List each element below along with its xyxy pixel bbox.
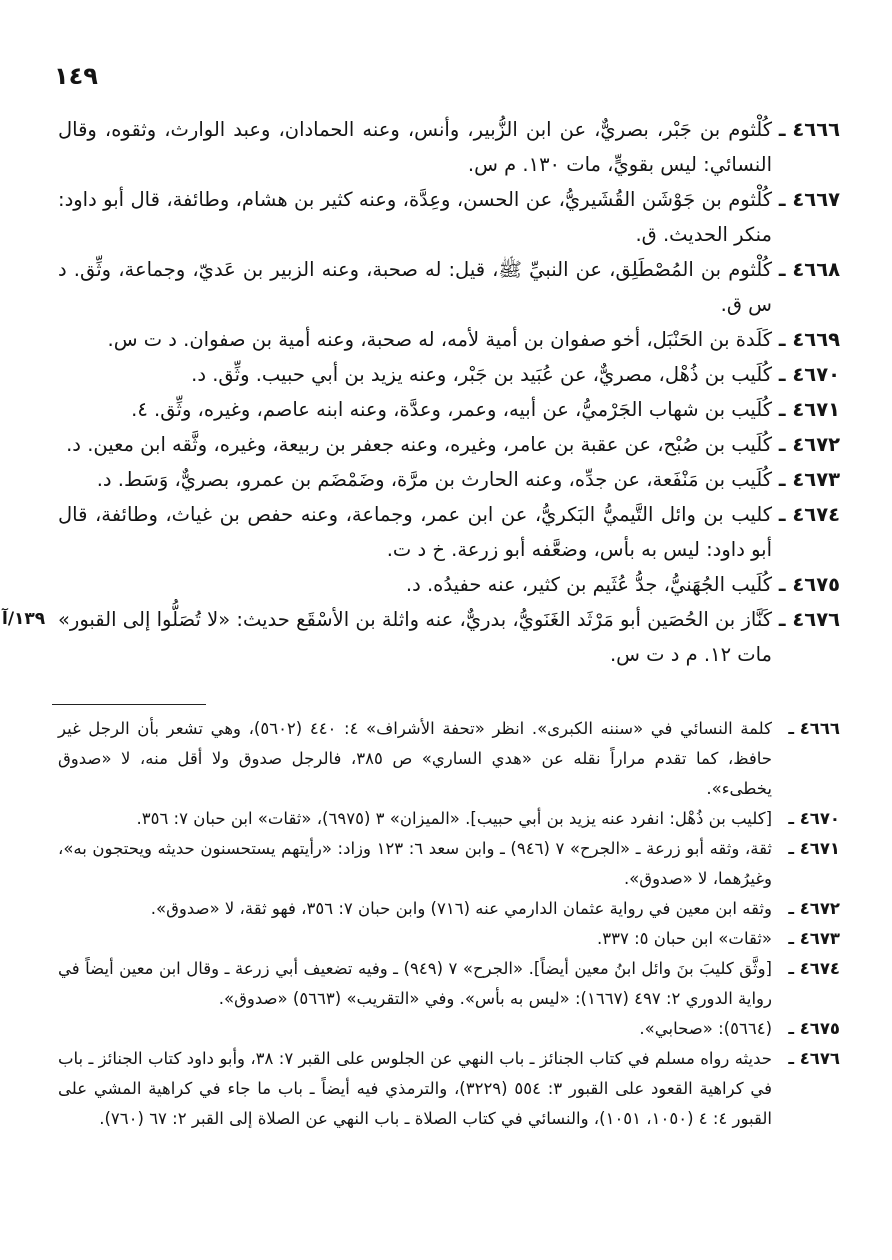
entry-4672	[58, 427, 840, 462]
entry-4669	[58, 322, 840, 357]
footnote-text: (٥٦٦٤): «صحابي».	[639, 1019, 772, 1038]
entry-4666	[58, 112, 840, 182]
entry-number: ٤٦٧٣ ـ	[779, 462, 840, 497]
entry-text: كُلَيب بن شهاب الجَرْميُّ، عن أبيه، وعمر، وعدَّة، وعنه ابنه عاصم، وغيره، وثِّق. ٤.	[131, 398, 772, 421]
footnotes	[58, 714, 840, 1134]
entry-text: كُلَيب الجُهَنيُّ، جدُّ عُثَيم بن كثير، عنه حفيدُه. د.	[405, 573, 772, 596]
footnote-number: ٤٦٧٠ ـ	[788, 804, 840, 834]
footnote-divider	[52, 704, 206, 705]
entry-text: كليب بن وائل التَّيميُّ البَكريُّ، عن ابن عمر، وجماعة، وعنه حفص بن غياث، وطائفة، قال أبو داود: ليس به بأس، وضعَّفه أبو زرعة. خ د ت.	[58, 503, 772, 561]
entry-4675	[58, 567, 840, 602]
footnote	[58, 834, 840, 894]
entry-text: كُلَيب بن صُبْح، عن عقبة بن عامر، وغيره، وعنه جعفر بن ربيعة، وغيره، وثَّقه ابن معين. د.	[66, 433, 772, 456]
entry-text: كُلَيب بن ذُهْل، مصريٌّ، عن عُبَيد بن جَبْر، وعنه يزيد بن أبي حبيب. وثِّق. د.	[191, 363, 772, 386]
entry-number: ٤٦٦٦ ـ	[779, 112, 840, 147]
entry-number: ٤٦٦٧ ـ	[779, 182, 840, 217]
entry-4671	[58, 392, 840, 427]
footnote-number: ٤٦٧٢ ـ	[788, 894, 840, 924]
entry-number: ٤٦٧٢ ـ	[779, 427, 840, 462]
footnote-text: ثقة، وثقه أبو زرعة ـ «الجرح» ٧ (٩٤٦) ـ وابن سعد ٦: ١٢٣ وزاد: «رأيتهم يستحسنون حديثه ويحتجون به»، وغيرُهما، لا «صدوق».	[58, 839, 773, 888]
entry-4670	[58, 357, 840, 392]
entry-number: ٤٦٧٦ ـ	[779, 602, 840, 637]
footnote-number: ٤٦٧٣ ـ	[788, 924, 840, 954]
entry-4673	[58, 462, 840, 497]
footnote-text: «ثقات» ابن حبان ٥: ٣٣٧.	[596, 929, 772, 948]
entry-number: ٤٦٧٠ ـ	[779, 357, 840, 392]
entry-number: ٤٦٦٩ ـ	[779, 322, 840, 357]
footnote-text: حديثه رواه مسلم في كتاب الجنائز ـ باب النهي عن الجلوس على القبر ٧: ٣٨، وأبو داود كتاب الجنائز ـ باب في كراهية القعود على القبور ٣: ٥٥٤ (٣٢٢٩)، والترمذي فيه أيضاً ـ باب ما جاء في كراهية المشي على القبور ٤: ٤ (١٠٥٠، ١٠٥١)، والنسائي في كتاب الصلاة ـ باب النهي عن الصلاة إلى القبر ٢: ٦٧ (٧٦٠).	[58, 1049, 772, 1128]
footnote-number: ٤٦٧٤ ـ	[788, 954, 840, 984]
footnote	[58, 924, 840, 954]
footnote-number: ٤٦٦٦ ـ	[788, 714, 840, 744]
footnote-number: ٤٦٧٥ ـ	[788, 1014, 840, 1044]
entry-4674	[58, 497, 840, 567]
page-number: ١٤٩	[54, 62, 98, 90]
manuscript-folio-ref: ١٣٩/آ	[2, 609, 46, 629]
main-text	[2, 112, 840, 672]
entry-number: ٤٦٦٨ ـ	[779, 252, 840, 287]
entry-text: كُلْثوم بن المُصْطَلِق، عن النبيِّ ﷺ، قيل: له صحبة، وعنه الزبير بن عَديّ، وجماعة، وثِّق. د س ق.	[58, 258, 772, 316]
footnote-text: وثقه ابن معين في رواية عثمان الدارمي عنه (٧١٦) وابن حبان ٧: ٣٥٦، فهو ثقة، لا «صدوق».	[150, 899, 772, 918]
footnote-number: ٤٦٧٦ ـ	[788, 1044, 840, 1074]
footnote	[58, 714, 840, 804]
entry-text: كُلَيب بن مَنْفَعة، عن جدِّه، وعنه الحارث بن مرَّة، وضَمْضَم بن عمرو، بصريٌّ، وَسَط. د.	[96, 468, 772, 491]
entry-4676	[2, 602, 840, 672]
entry-number: ٤٦٧٥ ـ	[779, 567, 840, 602]
entry-text: كُلْثوم بن جَوْشَن القُشَيريُّ، عن الحسن، وعِدَّة، وعنه كثير بن هشام، وطائفة، قال أبو داود: منكر الحديث. ق.	[58, 188, 772, 246]
entry-number: ٤٦٧١ ـ	[779, 392, 840, 427]
entry-text: كَلَدة بن الحَنْبَل، أخو صفوان بن أمية لأمه، له صحبة، وعنه أمية بن صفوان. د ت س.	[107, 328, 772, 351]
footnote	[58, 1044, 840, 1134]
footnote-number: ٤٦٧١ ـ	[788, 834, 840, 864]
entry-4667	[58, 182, 840, 252]
entry-number: ٤٦٧٤ ـ	[779, 497, 840, 532]
entry-4668	[58, 252, 840, 322]
footnote	[58, 894, 840, 924]
entry-text: كَنَّاز بن الحُصَين أبو مَرْثَد الغَنَويُّ، بدريٌّ، عنه واثلة بن الأسْقَع حديث: «لا تُصَلُّوا إلى القبور» مات ١٢. م د ت س.	[58, 608, 772, 666]
footnote	[58, 954, 840, 1014]
footnote	[58, 804, 840, 834]
footnote-text: [وثَّق كليبَ بنَ وائل ابنُ معين أيضاً]. «الجرح» ٧ (٩٤٩) ـ وفيه تضعيف أبي زرعة ـ وقال ابن معين أيضاً في رواية الدوري ٢: ٤٩٧ (١٦٦٧): «ليس به بأس». وفي «التقريب» (٥٦٦٣) «صدوق».	[58, 959, 772, 1008]
entry-text: كُلْثوم بن جَبْر، بصريٌّ، عن ابن الزُّبير، وأنس، وعنه الحمادان، وعبد الوارث، وثقوه، وقال النسائي: ليس بقويٍّ، مات ١٣٠. م س.	[58, 118, 772, 176]
footnote	[58, 1014, 840, 1044]
footnote-text: [كليب بن ذُهْل: انفرد عنه يزيد بن أبي حبيب]. «الميزان» ٣ (٦٩٧٥)، «ثقات» ابن حبان ٧: ٣٥٦.	[136, 809, 772, 828]
footnote-text: كلمة النسائي في «سننه الكبرى». انظر «تحفة الأشراف» ٤: ٤٤٠ (٥٦٠٢)، وهي تشعر بأن الرجل غير حافظ، كما تقدم مراراً نقله عن «هدي الساري» ص ٣٨٥، فالرجل صدوق ولا أقل منه، لا «صدوق يخطىء».	[58, 719, 772, 798]
